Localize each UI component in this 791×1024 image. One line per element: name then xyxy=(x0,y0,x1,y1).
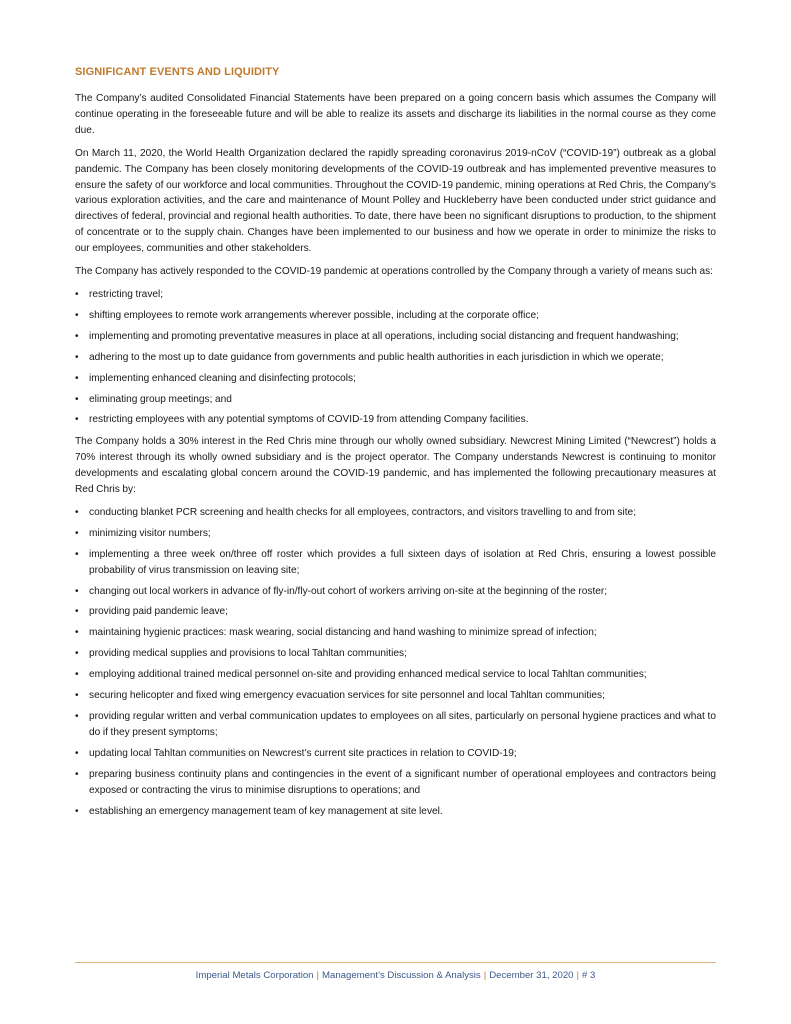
list-item: • restricting employees with any potential symptoms of COVID-19 from attending Company facilities. xyxy=(75,412,716,428)
bullet-icon: • xyxy=(75,606,79,618)
paragraph-covid-declaration: On March 11, 2020, the World Health Organization declared the rapidly spreading coronavirus 2019-nCoV (“COVID-19”) outbreak as a global pandemic. The Company has been closely monitoring developments of the COVID-19 outbreak and has implemented preventive measures to ensure the safety of our workforce and local communities. Throughout the COVID-19 pandemic, mining operations at Red Chris, the Company’s various exploration activities, and the care and maintenance of Mount Polley and Huckleberry have been conducted under strict guidance and directives of federal, provincial and regional health authorities. To date, there have been no significant disruptions to production, to the shipment of concentrate or to the supply chain. Changes have been implemented to our business and how we operate in order to minimize the risks to our employees, communities and other stakeholders. xyxy=(75,147,716,255)
list-item: • establishing an emergency management team of key management at site level. xyxy=(75,804,716,820)
list-item: • changing out local workers in advance of fly-in/fly-out cohort of workers arriving on-site at the beginning of the roster; xyxy=(75,584,716,600)
list-item: • adhering to the most up to date guidance from governments and public health authorities in each jurisdiction in which we operate; xyxy=(75,350,716,366)
list-item: • employing additional trained medical personnel on-site and providing enhanced medical service to local Tahltan communities; xyxy=(75,667,716,683)
list-item: • maintaining hygienic practices: mask wearing, social distancing and hand washing to minimize spread of infection; xyxy=(75,625,716,641)
paragraph-company-response: The Company has actively responded to the COVID-19 pandemic at operations controlled by the Company through a variety of means such as: xyxy=(75,266,713,278)
list-item: • updating local Tahltan communities on Newcrest’s current site practices in relation to COVID-19; xyxy=(75,746,716,762)
list-item: • shifting employees to remote work arrangements wherever possible, including at the corporate office; xyxy=(75,308,716,324)
paragraph-red-chris: The Company holds a 30% interest in the Red Chris mine through our wholly owned subsidiary. Newcrest Mining Limited (“Newcrest”) holds a 70% interest through its wholly owned subsidiary and is the project operator. The Company understands Newcrest is continuing to monitor developments and escalating global concern around the COVID-19 pandemic, and has implemented the following precautionary measures at Red Chris by: xyxy=(75,436,716,496)
list-item: • providing regular written and verbal communication updates to employees on all sites, particularly on personal hygiene practices and what to do if they present symptoms; xyxy=(75,711,716,738)
footer-page-number: # 3 xyxy=(582,970,596,981)
bullet-icon: • xyxy=(75,393,79,405)
bullet-icon: • xyxy=(75,669,79,681)
bullet-icon: • xyxy=(75,372,79,384)
bullet-icon: • xyxy=(75,585,79,597)
paragraph-going-concern: The Company’s audited Consolidated Financial Statements have been prepared on a going concern basis which assumes the Company will continue operating in the foreseeable future and will be able to realize its assets and discharge its liabilities in the normal course as they come due. xyxy=(75,93,716,136)
bullet-icon: • xyxy=(75,747,79,759)
footer-document: Management’s Discussion & Analysis xyxy=(322,970,481,981)
footer-separator: | xyxy=(576,970,579,981)
bullet-icon: • xyxy=(75,288,79,300)
bullet-icon: • xyxy=(75,309,79,321)
bullet-icon: • xyxy=(75,527,79,539)
bullet-icon: • xyxy=(75,548,79,560)
footer-date: December 31, 2020 xyxy=(489,970,574,981)
footer-separator: | xyxy=(316,970,319,981)
list-item: • eliminating group meetings; and xyxy=(75,392,716,408)
list-item: • providing paid pandemic leave; xyxy=(75,604,716,620)
red-chris-measures-list xyxy=(75,505,716,820)
bullet-icon: • xyxy=(75,330,79,342)
list-item: • minimizing visitor numbers; xyxy=(75,526,716,542)
footer-divider xyxy=(75,962,716,963)
list-item: • restricting travel; xyxy=(75,287,716,303)
footer-company: Imperial Metals Corporation xyxy=(195,970,314,981)
list-item: • securing helicopter and fixed wing emergency evacuation services for site personnel and local Tahltan communities; xyxy=(75,688,716,704)
company-measures-list xyxy=(75,287,716,428)
bullet-icon: • xyxy=(75,648,79,660)
bullet-icon: • xyxy=(75,768,79,780)
footer-separator: | xyxy=(483,970,487,981)
list-item: • implementing and promoting preventative measures in place at all operations, including social distancing and frequent handwashing; xyxy=(75,329,716,345)
list-item: • preparing business continuity plans and contingencies in the event of a significant number of operational employees and contractors being exposed or contracting the virus to minimise disruptions to operations; and xyxy=(75,768,716,796)
document-page xyxy=(75,66,716,825)
list-item: • implementing enhanced cleaning and disinfecting protocols; xyxy=(75,371,716,387)
list-item: • implementing a three week on/three off roster which provides a full sixteen days of isolation at Red Chris, ensuring a lowest possible probability of virus transmission on leaving site; xyxy=(75,548,716,576)
bullet-icon: • xyxy=(75,711,79,722)
bullet-icon: • xyxy=(75,627,79,639)
bullet-icon: • xyxy=(75,690,79,702)
section-title: SIGNIFICANT EVENTS AND LIQUIDITY xyxy=(75,66,280,78)
bullet-icon: • xyxy=(75,414,79,426)
bullet-icon: • xyxy=(75,805,79,817)
bullet-icon: • xyxy=(75,506,79,518)
list-item: • providing medical supplies and provisions to local Tahltan communities; xyxy=(75,646,716,662)
list-item: • conducting blanket PCR screening and health checks for all employees, contractors, and visitors travelling to and from site; xyxy=(75,505,716,521)
page-footer xyxy=(75,970,716,981)
bullet-icon: • xyxy=(75,351,79,363)
